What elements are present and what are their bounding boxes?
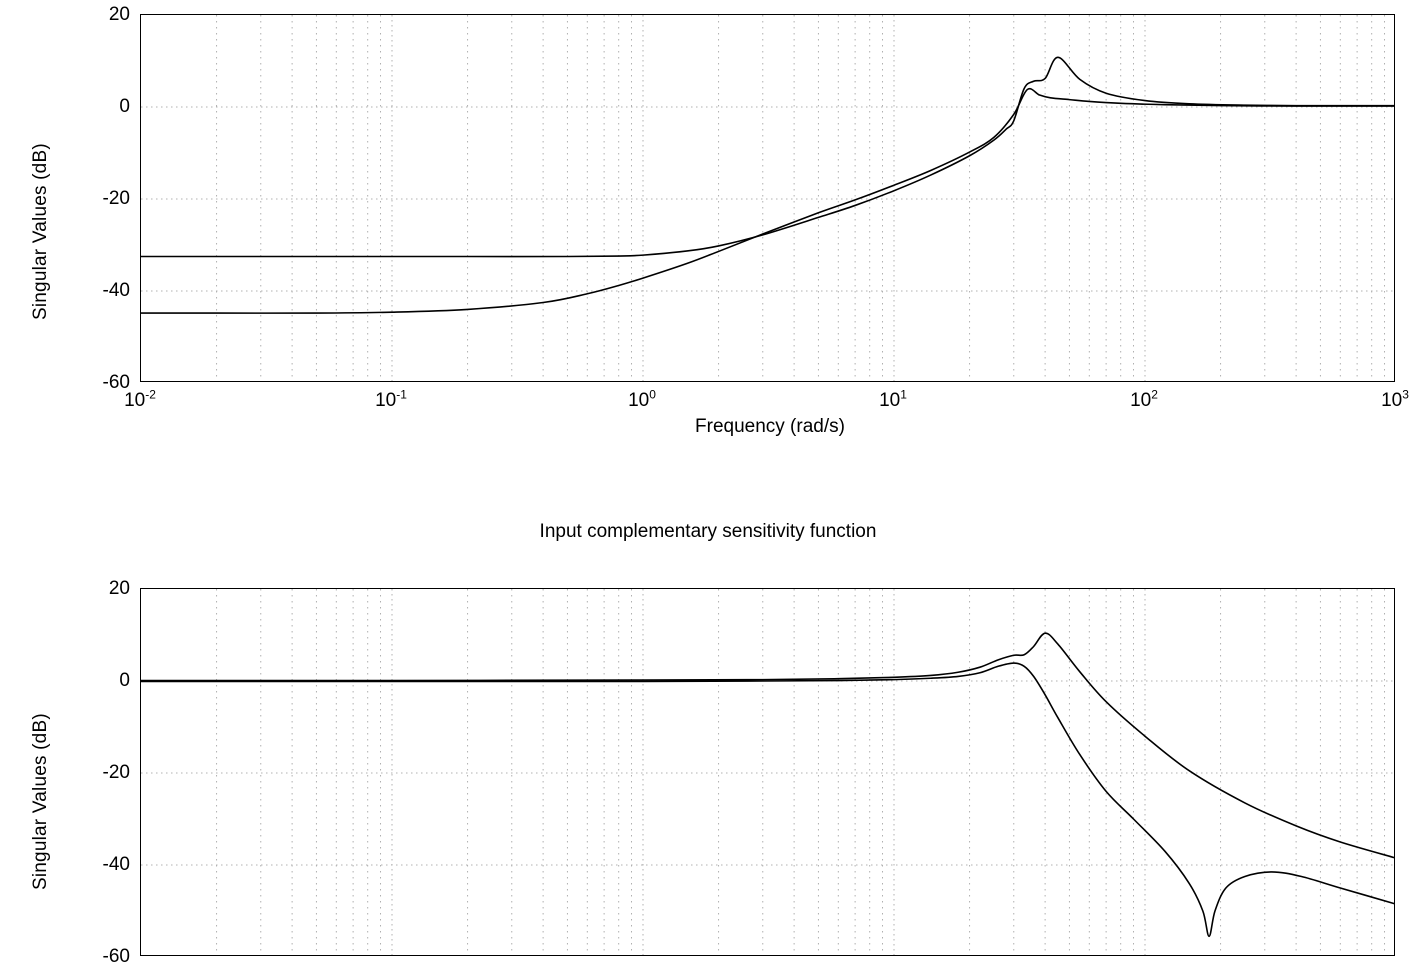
y-tick-bottom-minus40: -40: [102, 854, 130, 875]
y-tick-bottom-20: 20: [108, 578, 130, 599]
middle-plot-title: Input complementary sensitivity function: [539, 521, 877, 542]
x-tick-top-1e-1: $10^{-1}$: [375, 387, 407, 411]
y-tick-top-minus20: -20: [102, 188, 130, 209]
axes-area-top: [140, 14, 1395, 382]
singular-value-curves-top: [141, 15, 1395, 382]
x-tick-top-1e3: $10^3$: [1381, 387, 1409, 411]
y-tick-bottom-minus20: -20: [102, 762, 130, 783]
y-axis-label-top: Singular Values (dB): [30, 143, 51, 320]
y-tick-top-minus60: -60: [102, 372, 130, 393]
y-tick-top-minus40: -40: [102, 280, 130, 301]
x-tick-top-1e1: $10^1$: [879, 387, 907, 411]
singular-value-curves-bottom: [141, 589, 1395, 956]
y-axis-label-bottom: Singular Values (dB): [30, 713, 51, 890]
y-tick-bottom-minus60: -60: [102, 946, 130, 967]
x-tick-top-1e2: $10^2$: [1130, 387, 1158, 411]
y-tick-top-0: 0: [119, 96, 130, 117]
x-tick-top-1e0: $10^0$: [628, 387, 656, 411]
y-tick-top-20: 20: [108, 4, 130, 25]
axes-area-bottom: [140, 588, 1395, 956]
x-tick-top-1e-2: $10^{-2}$: [124, 387, 156, 411]
y-tick-bottom-0: 0: [119, 670, 130, 691]
x-axis-label-top: Frequency (rad/s): [695, 416, 845, 437]
